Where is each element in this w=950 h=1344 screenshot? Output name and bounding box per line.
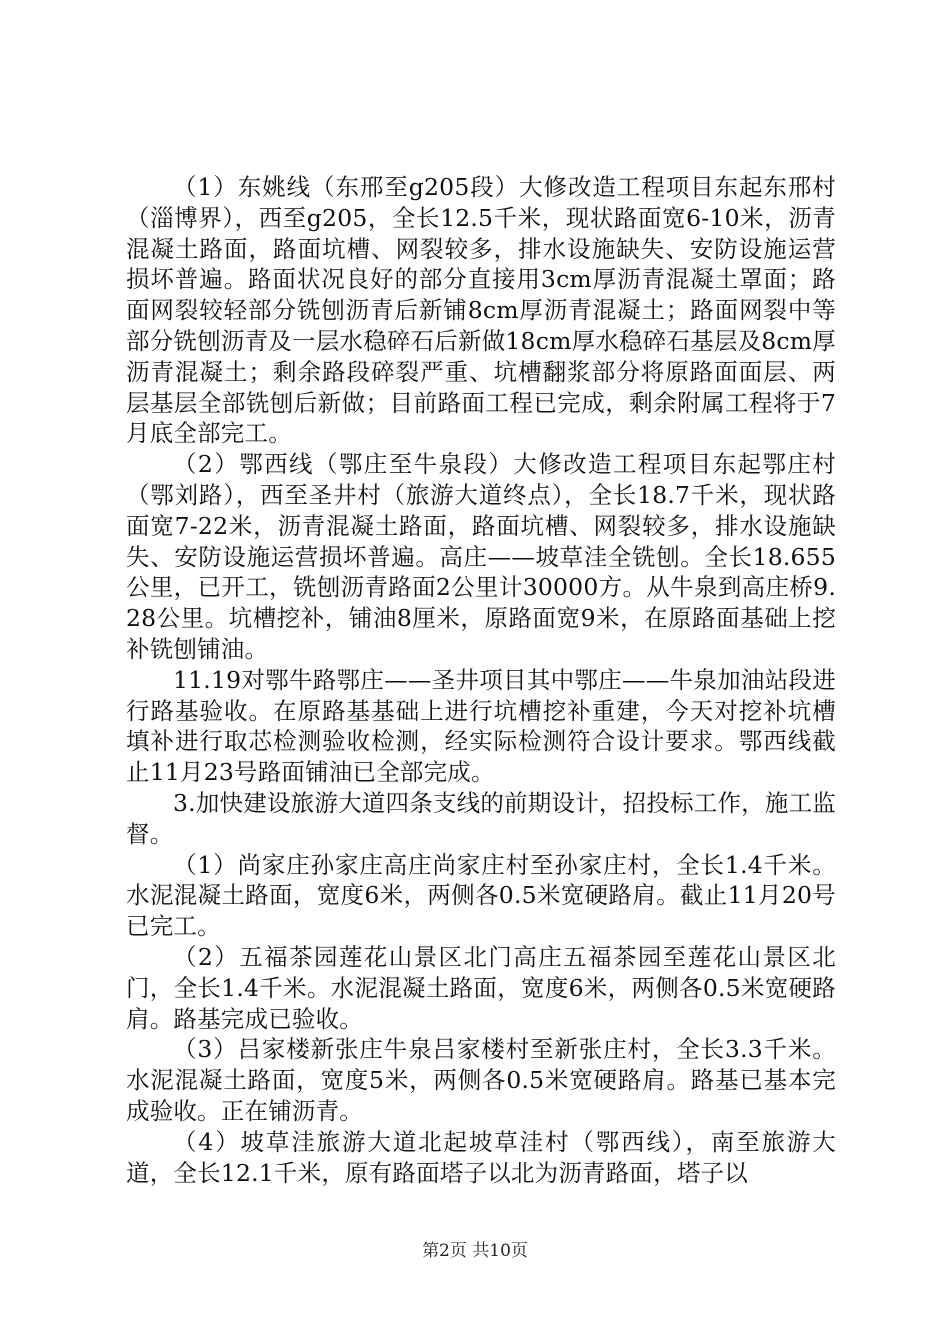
paragraph-pocaowa: （4）坡草洼旅游大道北起坡草洼村（鄂西线），南至旅游大道，全长12.1千米，原有路面塔子以北为沥青路面，塔子以 (126, 1127, 836, 1187)
paragraph-tourism-branches: 3.加快建设旅游大道四条支线的前期设计，招投标工作，施工监督。 (126, 788, 836, 848)
paragraph-lvjialou: （3）吕家楼新张庄牛泉吕家楼村至新张庄村，全长3.3千米。水泥混凝土路面，宽度5米，两侧各0.5米宽硬路肩。路基已基本完成验收。正在铺沥青。 (126, 1035, 836, 1125)
page-number-footer: 第2页 共10页 (422, 1241, 528, 1261)
paragraph-exi-line: （2）鄂西线（鄂庄至牛泉段）大修改造工程项目东起鄂庄村（鄂刘路），西至圣井村（旅游大道终点），全长18.7千米，现状路面宽7-22米，沥青混凝土路面，路面坑槽、网裂较多，排水设施缺失、安防设施运营损坏普遍。高庄——坡草洼全铣刨。全长18.655公里，已开工，铣刨沥青路面2公里计30000方。从牛泉到高庄桥9.28公里。坑槽挖补，铺油8厘米，原路面宽9米，在原路面基础上挖补铣刨铺油。 (126, 450, 836, 663)
paragraph-wufu-tea-garden: （2）五福茶园莲花山景区北门高庄五福茶园至莲花山景区北门，全长1.4千米。水泥混凝土路面，宽度6米，两侧各0.5米宽硬路肩。路基完成已验收。 (126, 942, 836, 1033)
paragraph-dongyao-line: （1）东姚线（东邢至g205段）大修改造工程项目东起东邢村（淄博界），西至g205，全长12.5千米，现状路面宽6-10米，沥青混凝土路面，路面坑槽、网裂较多，排水设施缺失、安防设施运营损坏普遍。路面状况良好的部分直接用3cm厚沥青混凝土罩面；路面网裂较轻部分铣刨沥青后新铺8cm厚沥青混凝土；路面网裂中等部分铣刨沥青及一层水稳碎石后新做18cm厚水稳碎石基层及8cm厚沥青混凝土；剩余路段碎裂严重、坑槽翻浆部分将原路面面层、两层基层全部铣刨后新做；目前路面工程已完成，剩余附属工程将于7月底全部完工。 (126, 173, 836, 448)
paragraph-shangjiazhuang: （1）尚家庄孙家庄高庄尚家庄村至孙家庄村，全长1.4千米。水泥混凝土路面，宽度6米，两侧各0.5米宽硬路肩。截止11月20号已完工。 (126, 850, 836, 941)
body-text (126, 172, 836, 1188)
paragraph-eniu-road-inspection: 11.19对鄂牛路鄂庄——圣井项目其中鄂庄——牛泉加油站段进行路基验收。在原路基基础上进行坑槽挖补重建，今天对挖补坑槽填补进行取芯检测验收检测，经实际检测符合设计要求。鄂西线截止11月23号路面铺油已全部完成。 (126, 665, 836, 787)
